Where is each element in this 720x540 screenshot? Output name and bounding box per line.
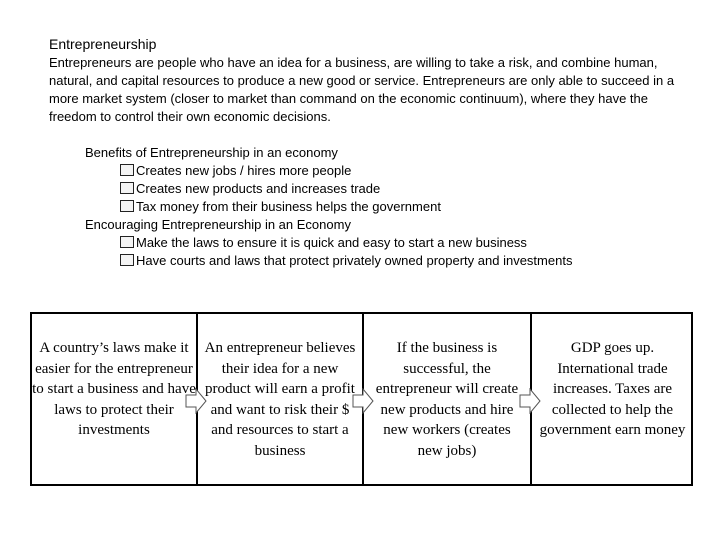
page-title: Entrepreneurship: [49, 36, 157, 52]
arrow-right-icon: [519, 388, 541, 414]
benefit-label: Creates new products and increases trade: [136, 181, 381, 196]
encouraging-item: [120, 234, 527, 252]
benefit-label: Creates new jobs / hires more people: [136, 163, 352, 178]
encouraging-item: [120, 252, 572, 270]
benefit-item: [120, 198, 441, 216]
checkbox-icon: [120, 164, 134, 176]
encouraging-label: Make the laws to ensure it is quick and easy to start a new business: [136, 235, 527, 250]
flow-step-4: GDP goes up. International trade increases. Taxes are collected to help the government earn money: [539, 340, 686, 438]
benefits-heading: Benefits of Entrepreneurship in an economy: [85, 145, 338, 160]
benefit-item: [120, 180, 380, 198]
encouraging-label: Have courts and laws that protect privately owned property and investments: [136, 253, 573, 268]
checkbox-icon: [120, 254, 134, 266]
checkbox-icon: [120, 182, 134, 194]
intro-paragraph: Entrepreneurs are people who have an idea for a business, are willing to take a risk, and combine human, natural, and capital resources to produce a new good or service. Entrepreneurs are only able to succeed in a more market system (closer to market than command on the economic continuum), where they have the freedom to control their own economic decisions.: [49, 55, 675, 124]
flow-step-2: An entrepreneur believes their idea for a new product will earn a profit and want to risk their $ and resources to start a business: [204, 340, 356, 459]
arrow-right-icon: [352, 388, 374, 414]
checkbox-icon: [120, 200, 134, 212]
flow-diagram: [30, 312, 693, 486]
flow-step-3: If the business is successful, the entrepreneur will create new products and hire new workers (creates new jobs): [375, 340, 519, 459]
benefit-item: [120, 162, 351, 180]
checkbox-icon: [120, 236, 134, 248]
encouraging-heading: Encouraging Entrepreneurship in an Economy: [85, 217, 351, 232]
flow-step-1: A country’s laws make it easier for the entrepreneur to start a business and have laws to protect their investments: [32, 340, 196, 438]
benefit-label: Tax money from their business helps the government: [136, 199, 441, 214]
arrow-right-icon: [185, 388, 207, 414]
